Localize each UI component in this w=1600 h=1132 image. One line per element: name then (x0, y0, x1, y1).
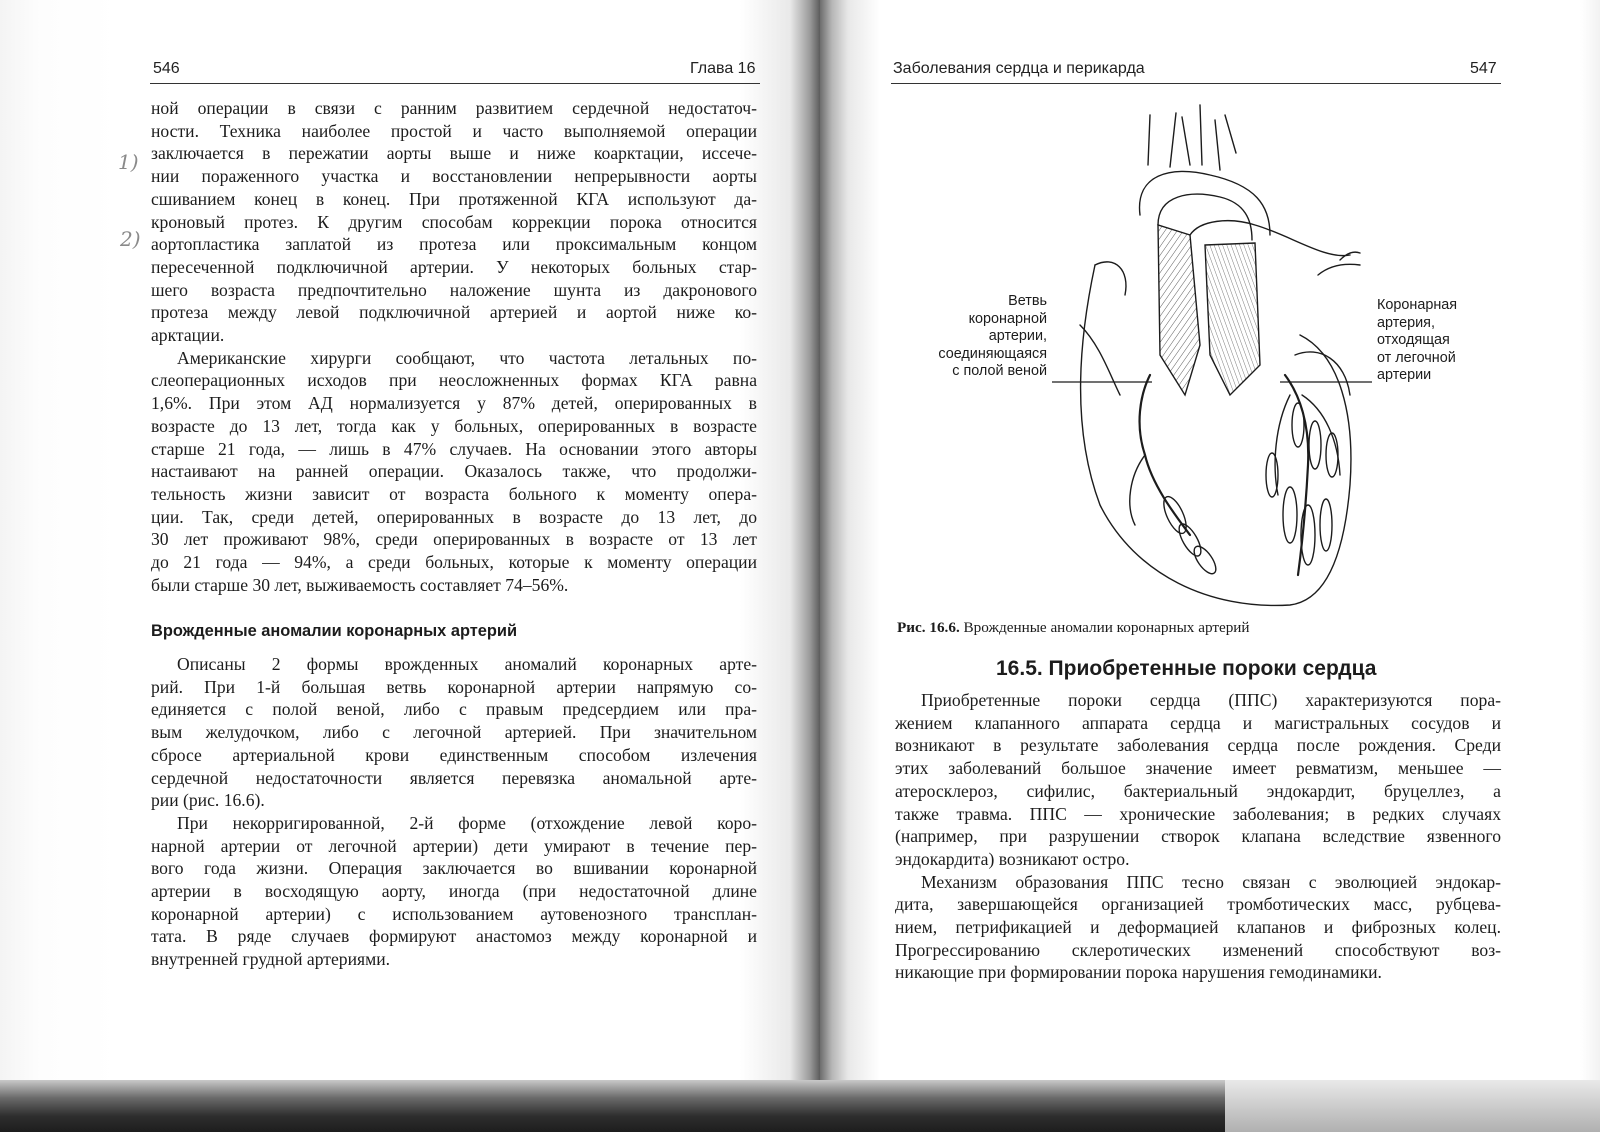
right-page (820, 0, 1600, 1132)
text-line: слеоперационных исходов при неосложненных формах КГА равна (151, 370, 757, 391)
text-line: рии (рис. 16.6). (151, 790, 265, 811)
text-line: настаивают на ранней операции. Оказалось также, что продолжи- (151, 461, 757, 482)
right-atrium-outline (1095, 262, 1126, 295)
text-line: При некорригированной, 2-й форме (отхождение левой коро- (177, 812, 757, 833)
vessel-loop (1266, 453, 1278, 497)
vessel-loop (1309, 421, 1321, 469)
left-text-bottom (151, 653, 757, 971)
vessel-line (1200, 105, 1202, 165)
text-line: старше 21 года, — лишь в 47% случаев. На основании этого авторы (151, 438, 757, 459)
figure-label-right (1377, 297, 1517, 385)
vessel-loop (1326, 433, 1338, 477)
heart-illustration (1040, 95, 1380, 615)
paragraph-coarctation-surgery (151, 97, 757, 347)
left-atrial-appendage (1295, 352, 1350, 395)
text-line: ности. Техника наиболее простой и часто выполняемой операции (151, 120, 757, 141)
vessel-line (1148, 115, 1150, 165)
vessel-loop (1292, 403, 1304, 447)
text-line: арктации. (151, 325, 225, 346)
label-line: Ветвь (1008, 293, 1047, 309)
scan-bottom-shadow-light (1225, 1080, 1600, 1132)
text-line: возрасте до 13 лет, тогда как у больных, оперированных в возрасте (151, 415, 757, 436)
text-line: тата. В ряде случаев формируют анастомоз между коронарной и (151, 926, 757, 947)
label-line: артерии (1377, 367, 1432, 384)
page-number-right: 547 (1470, 60, 1497, 77)
text-line: кроновый протез. К другим способам коррекции порока относится (151, 211, 757, 232)
text-line: нии пораженного участка и восстановлении непрерывности аорты (151, 166, 757, 187)
pulmonary-artery-hatched (1205, 243, 1260, 395)
text-line: 1,6%. При этом АД нормализуется у 87% детей, оперированных в (151, 393, 757, 414)
label-line: артерии, (988, 328, 1047, 345)
text-line: (например, при разрушении створок клапана вследствие язвенного (895, 826, 1501, 847)
text-line: Прогрессированию склеротических изменений способствуют воз- (895, 939, 1501, 960)
header-rule-left (150, 83, 760, 84)
text-line: Описаны 2 формы врожденных аномалий коронарных арте- (177, 654, 757, 674)
figure-caption-number: Рис. 16.6. (897, 619, 960, 636)
text-line: ции. Так, среди детей, оперированных в возрасте до 13 лет, до (151, 506, 757, 527)
text-line: внутренней грудной артериями. (151, 949, 391, 970)
page-number-left: 546 (153, 60, 180, 77)
vessel-line (1215, 120, 1220, 170)
right-ventricle-contour (1080, 325, 1120, 395)
text-line: ной операции в связи с ранним развитием сердечной недостаточ- (151, 98, 757, 118)
text-line: аортопластика заплатой из протеза или проксимальным концом (151, 234, 757, 255)
vessel-line (1225, 115, 1236, 153)
text-line: возникают в результате заболевания сердца после рождения. Среди (895, 735, 1501, 756)
text-line: Американские хирурги сообщают, что частота летальных по- (177, 347, 757, 368)
text-line: нием, петрификацией и деформацией клапанов и фиброзных колец. (895, 917, 1501, 938)
figure-label-left (902, 293, 1047, 381)
section-heading-acquired-defects: 16.5. Приобретенные пороки сердца (996, 657, 1377, 680)
vessel-line (1170, 113, 1176, 167)
paragraph-two-forms (151, 653, 757, 812)
paragraph-outcomes (151, 347, 757, 597)
text-line: единяется с полой веной, либо с правым предсердием или пра- (151, 699, 757, 720)
text-line: дита, завершающейся организацией тромботических масс, рубцева- (895, 894, 1501, 915)
text-line: тельность жизни зависит от возраста больного к моменту опера- (151, 483, 757, 504)
text-line: вого года жизни. Операция заключается во вшивании коронарной (151, 858, 757, 879)
text-line: до 21 года — 94%, а среди больных, которые к моменту операции (151, 552, 757, 573)
vessel-loop (1320, 499, 1332, 551)
coronary-sub-branch (1130, 455, 1145, 525)
text-line: коронарной артерии) с использованием аутовенозного трансплан- (151, 903, 757, 924)
text-line: 30 лет проживают 98%, среди оперированных в возрасте от 13 лет (151, 529, 757, 550)
paragraph-mechanism (895, 871, 1501, 985)
left-coronary-artery (1285, 375, 1308, 575)
vessel-loop (1283, 487, 1297, 543)
text-line: заключается в пережатии аорты выше и ниже коарктации, иссече- (151, 143, 757, 164)
paragraph-second-form (151, 812, 757, 971)
label-line: с полой веной (952, 363, 1047, 380)
header-rule-right (891, 83, 1501, 84)
text-line: сердечной недостаточности является перевязка аномальной арте- (151, 767, 757, 788)
margin-note-1: 1) (118, 150, 139, 174)
label-line: коронарной (968, 310, 1047, 327)
scan-bottom-shadow (0, 1080, 1600, 1132)
vessel-loop (1175, 521, 1205, 559)
vessel-line (1182, 117, 1190, 165)
text-line: пересеченной подключичной артерии. У некоторых больных стар- (151, 256, 757, 277)
text-line: артерии в восходящую аорту, иногда (при недостаточной длине (151, 881, 757, 902)
text-line: жением клапанного аппарата сердца и магистральных сосудов и (895, 712, 1501, 733)
text-line: никающие при формировании порока нарушения гемодинамики. (895, 962, 1382, 983)
text-line: были старше 30 лет, выживаемость составляет 74–56%. (151, 574, 569, 595)
chapter-title: Глава 16 (690, 60, 756, 77)
figure-caption (897, 619, 1250, 637)
text-line: рий. При 1-й большая ветвь коронарной артерии напрямую со- (151, 676, 757, 697)
margin-note-2: 2) (120, 227, 141, 251)
pulmonary-branch (1318, 264, 1360, 275)
text-line: шего возраста предпочтительно наложение шунта из дакронового (151, 279, 757, 300)
label-line: Коронарная (1377, 297, 1458, 313)
left-text-top (151, 97, 757, 596)
running-title: Заболевания сердца и перикарда (893, 60, 1145, 77)
right-text (895, 689, 1501, 984)
aorta-hatched (1158, 225, 1200, 395)
text-line: Приобретенные пороки сердца (ППС) характеризуются пора- (921, 690, 1501, 710)
label-line: отходящая (1377, 332, 1450, 349)
paragraph-acquired-defects (895, 689, 1501, 871)
text-line: сбросе артериальной крови единственным способом излечения (151, 744, 757, 765)
vessel-loop (1190, 543, 1220, 577)
text-line: также травма. ППС — хронические заболевания; в редких случаях (895, 803, 1501, 824)
text-line: вым желудочком, либо с легочной артерией. При значительном (151, 722, 757, 743)
text-line: эндокардита) возникают остро. (895, 848, 1130, 869)
label-line: от легочной (1377, 349, 1456, 366)
label-line: соединяющаяся (938, 345, 1047, 362)
text-line: этих заболеваний большое значение имеет ревматизм, меньшее — (895, 758, 1501, 779)
label-line: артерия, (1377, 314, 1435, 331)
text-line: сшиванием конец в конец. При протяженной КГА используют да- (151, 188, 757, 209)
text-line: нарной артерии от легочной артерии) дети умирают в течение пер- (151, 835, 757, 856)
text-line: протеза между левой подключичной артерией и аортой ниже ко- (151, 302, 757, 323)
text-line: атеросклероз, сифилис, бактериальный эндокардит, бруцеллез, а (895, 780, 1501, 801)
text-line: Механизм образования ППС тесно связан с эволюцией эндокар- (921, 871, 1501, 892)
section-heading-coronary-anomalies: Врожденные аномалии коронарных артерий (151, 622, 518, 640)
figure-caption-text: Врожденные аномалии коронарных артерий (959, 619, 1250, 636)
